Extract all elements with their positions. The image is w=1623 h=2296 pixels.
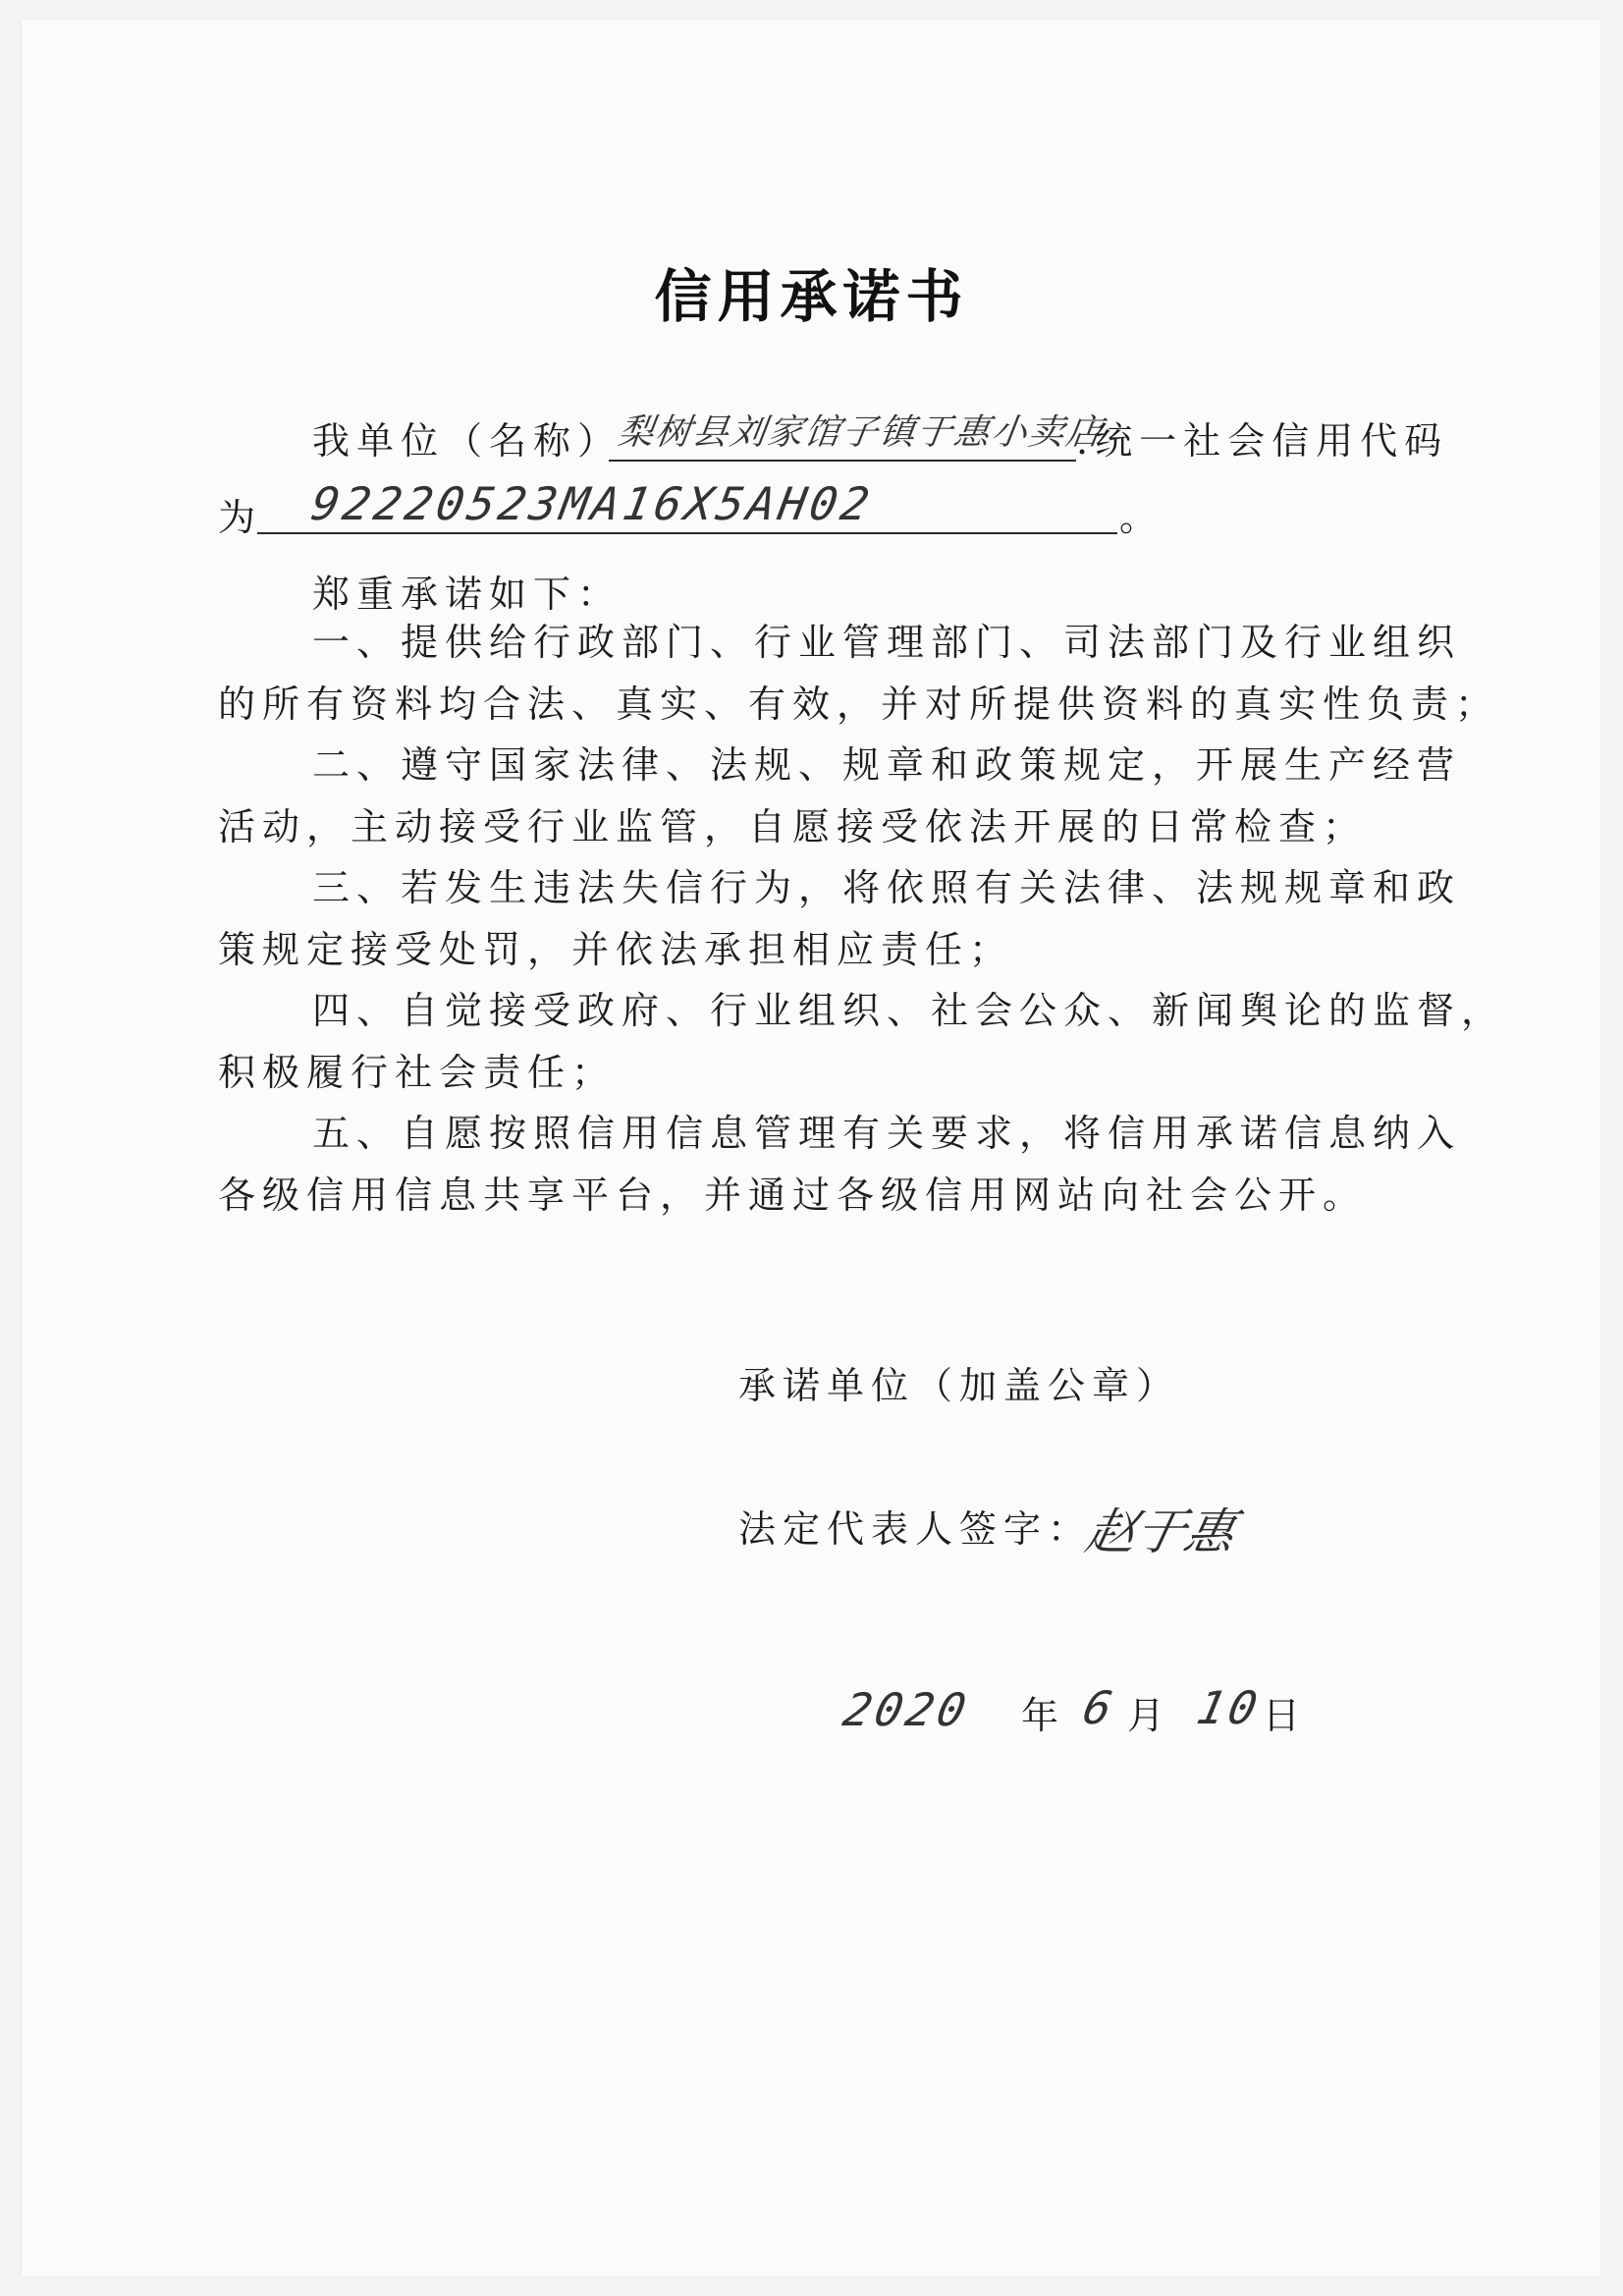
date-year: 2020 [839,1683,975,1736]
clause-2-line-2: 活动，主动接受行业监管，自愿接受依法开展的日常检查； [218,805,1368,848]
document-title: 信用承诺书 [654,263,969,330]
clause-3-line-2: 策规定接受处罚，并依法承担相应责任； [218,928,1014,971]
intro-suffix: .统一社会信用代码 [1076,419,1449,463]
clause-4-line-1: 四、自觉接受政府、行业组织、社会公众、新闻舆论的监督， [312,989,1506,1032]
clause-1-line-1: 一、提供给行政部门、行业管理部门、司法部门及行业组织 [312,621,1462,664]
clause-5-line-1: 五、自愿按照信用信息管理有关要求，将信用承诺信息纳入 [312,1112,1462,1155]
unit-name-underline [609,460,1076,462]
pledge-intro: 郑重承诺如下： [312,573,622,616]
code-prefix: 为 [218,496,263,539]
credit-code-underline [257,532,1117,534]
clause-5-line-2: 各级信用信息共享平台，并通过各级信用网站向社会公开。 [218,1174,1368,1217]
intro-prefix: 我单位（名称） [312,419,622,463]
credit-code-handwritten: 92220523MA16X5AH02 [307,477,878,530]
signatory-unit-label: 承诺单位（加盖公章） [738,1364,1181,1407]
date-year-label: 年 [1021,1694,1059,1737]
clause-4-line-2: 积极履行社会责任； [218,1051,617,1094]
unit-name-handwritten: 梨树县刘家馆子镇于惠小卖店 [615,412,1107,453]
signatory-rep-label: 法定代表人签字： [738,1507,1093,1551]
clause-1-line-2: 的所有资料均合法、真实、有效，并对所提供资料的真实性负责； [218,683,1500,726]
date-day: 10 [1192,1681,1267,1734]
rep-signature: 赵于惠 [1080,1503,1241,1560]
clause-3-line-1: 三、若发生违法失信行为，将依照有关法律、法规规章和政 [312,866,1462,909]
date-day-label: 日 [1263,1694,1301,1737]
date-month-label: 月 [1127,1694,1165,1737]
date-month: 6 [1078,1681,1121,1734]
code-suffix: 。 [1119,496,1164,539]
clause-2-line-1: 二、遵守国家法律、法规、规章和政策规定，开展生产经营 [312,743,1462,787]
